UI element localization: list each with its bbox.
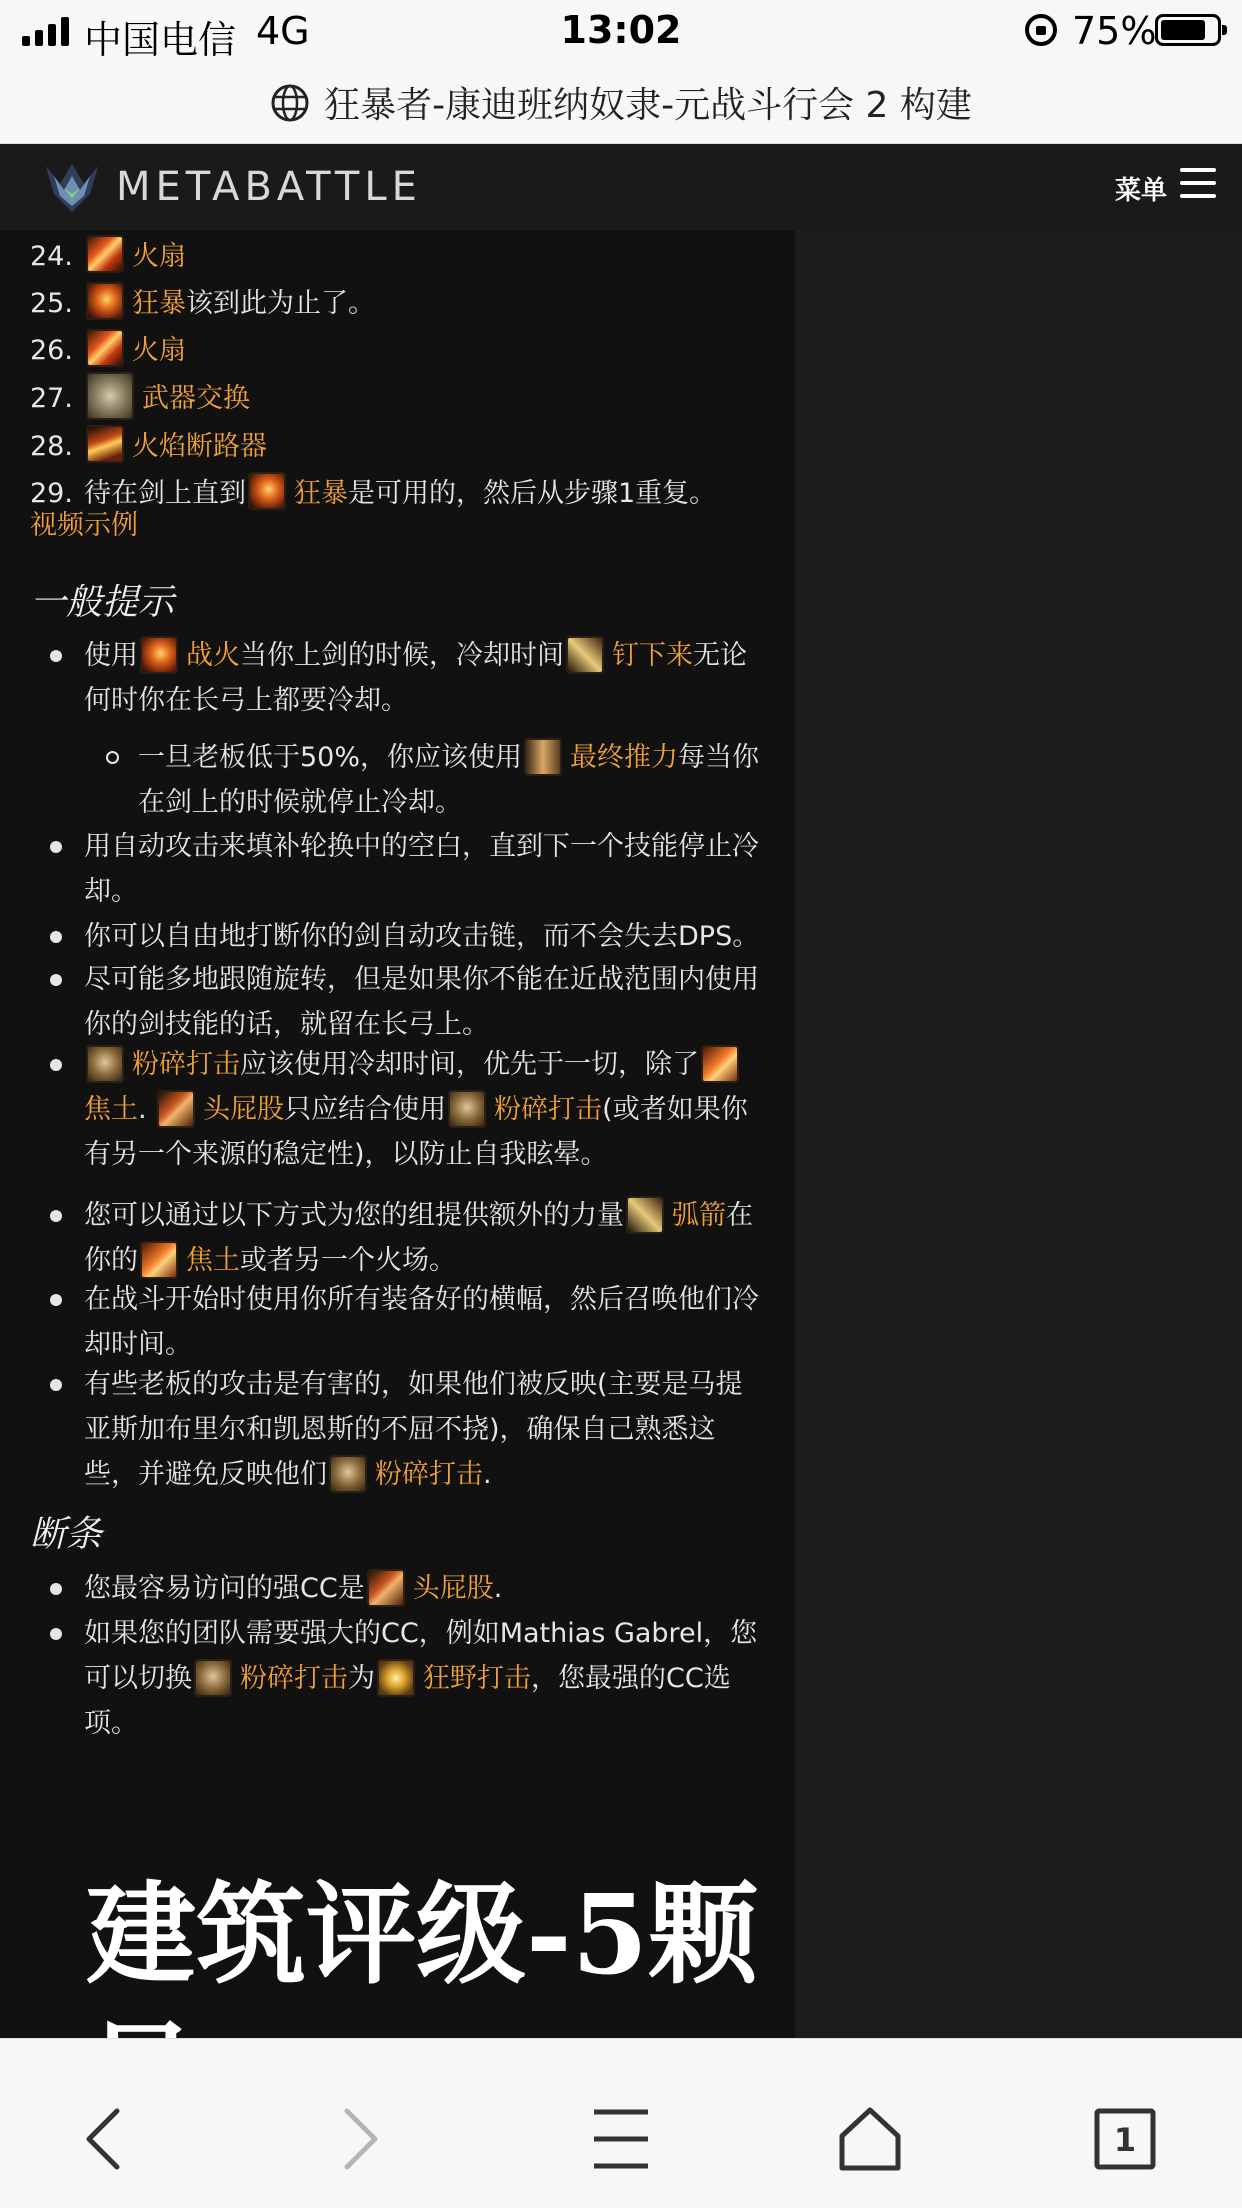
- side-panel: [795, 230, 1242, 2038]
- tip-item: 如果您的团队需要强大的CC，例如Mathias Gabrel，您可以切换 粉碎打击为 狂野打击，您最强的CC选项。: [84, 1611, 764, 1746]
- tab-count: 1: [1113, 2121, 1137, 2159]
- site-logo-text[interactable]: METABATTLE: [116, 164, 422, 210]
- rotation-step: [30, 233, 186, 279]
- build-rating-heading: 建筑评级-5颗: [86, 1870, 759, 1999]
- skill-link[interactable]: 武器交换: [142, 382, 250, 414]
- tip-item: 您可以通过以下方式为您的组提供额外的力量 弧箭在你的 焦土或者另一个火场。: [84, 1193, 764, 1283]
- back-button[interactable]: [58, 2099, 148, 2179]
- battery-percent: 75%: [1072, 9, 1157, 53]
- skill-link[interactable]: 头屁股: [203, 1094, 285, 1125]
- step-number: 24.: [30, 240, 73, 272]
- tabs-icon: [1094, 2108, 1156, 2170]
- pin-down-icon[interactable]: [566, 636, 604, 674]
- home-icon: [837, 2106, 903, 2172]
- pulverize-icon[interactable]: [86, 1045, 124, 1083]
- skill-link[interactable]: 火扇: [132, 334, 186, 366]
- tip-item: 有些老板的攻击是有害的，如果他们被反映(主要是马提亚斯加布里尔和凯恩斯的不屈不挠)，确保自己熟悉这些，并避免反映他们 粉碎打击.: [84, 1362, 764, 1497]
- clock: 13:02: [560, 8, 682, 52]
- globe-icon: [270, 83, 310, 123]
- scorched-earth-icon[interactable]: [701, 1045, 739, 1083]
- skill-link[interactable]: 最终推力: [570, 742, 679, 773]
- general-tips-heading: 一般提示: [30, 582, 175, 623]
- fire-fan-icon[interactable]: [86, 329, 124, 367]
- back-arrow-icon: [83, 2107, 123, 2171]
- step-number: 28.: [30, 430, 73, 462]
- headbutt-icon[interactable]: [157, 1090, 195, 1128]
- rotation-step: [30, 327, 186, 373]
- forward-button[interactable]: [316, 2099, 406, 2179]
- page-title: 狂暴者-康迪班纳奴隶-元战斗行会 2 构建: [324, 85, 972, 126]
- headbutt-icon[interactable]: [367, 1569, 405, 1607]
- tip-item: 用自动攻击来填补轮换中的空白，直到下一个技能停止冷却。: [84, 824, 764, 914]
- skill-link[interactable]: 焦土: [84, 1094, 138, 1125]
- skill-link[interactable]: 狂暴: [132, 287, 186, 319]
- network-type: 4G: [256, 9, 310, 53]
- tip-item: 粉碎打击应该使用冷却时间，优先于一切，除了焦土. 头屁股只应结合使用 粉碎打击(或者如果你有另一个来源的稳定性)，以防止自我眩晕。: [84, 1042, 764, 1177]
- menu-button[interactable]: [576, 2099, 666, 2179]
- forward-arrow-icon: [341, 2107, 381, 2171]
- step-number: 29.: [30, 477, 73, 509]
- orientation-lock-icon: [1025, 14, 1057, 46]
- skill-link[interactable]: 狂暴: [294, 477, 348, 509]
- pulverize-icon[interactable]: [194, 1659, 232, 1697]
- weapon-swap-icon[interactable]: [86, 372, 134, 420]
- step-text: 该到此为止了。: [186, 287, 375, 319]
- skill-link[interactable]: 焦土: [186, 1245, 240, 1276]
- address-bar[interactable]: [0, 62, 1242, 144]
- final-thrust-icon[interactable]: [524, 738, 562, 776]
- site-header: [0, 144, 1242, 230]
- menu-label[interactable]: 菜单: [1115, 176, 1168, 206]
- home-button[interactable]: [825, 2099, 915, 2179]
- berserk-icon[interactable]: [248, 472, 286, 510]
- battle-fire-icon[interactable]: [140, 636, 178, 674]
- rotation-step: [30, 280, 375, 326]
- skill-link[interactable]: 粉碎打击: [132, 1049, 240, 1080]
- breakbar-heading: 断条: [30, 1514, 103, 1555]
- skill-link[interactable]: 粉碎打击: [494, 1094, 603, 1125]
- pulverize-icon[interactable]: [448, 1090, 486, 1128]
- status-bar: [0, 0, 1242, 62]
- skill-link[interactable]: 粉碎打击: [375, 1459, 483, 1490]
- skill-link[interactable]: 粉碎打击: [240, 1663, 348, 1694]
- battery-icon: [1155, 14, 1221, 46]
- step-number: 25.: [30, 287, 73, 319]
- video-example-link[interactable]: 视频示例: [30, 510, 138, 541]
- tip-item: 尽可能多地跟随旋转，但是如果你不能在近战范围内使用你的剑技能的话，就留在长弓上。: [84, 957, 764, 1047]
- step-text: 是可用的，然后从步骤1重复。: [348, 477, 717, 509]
- pulverize-icon[interactable]: [329, 1455, 367, 1493]
- skill-link[interactable]: 钉下来: [612, 640, 693, 671]
- berserk-icon[interactable]: [86, 282, 124, 320]
- skill-link[interactable]: 狂野打击: [423, 1663, 531, 1694]
- rotation-step: [30, 423, 267, 469]
- step-text: 待在剑上直到: [84, 477, 246, 509]
- scorched-earth-icon[interactable]: [140, 1241, 178, 1279]
- wild-blow-icon[interactable]: [377, 1659, 415, 1697]
- skill-link[interactable]: 头屁股: [412, 1573, 494, 1604]
- tip-item: 您最容易访问的强CC是 头屁股.: [84, 1566, 764, 1611]
- flame-breaker-icon[interactable]: [86, 425, 124, 463]
- step-number: 27.: [30, 382, 73, 414]
- tip-item: 在战斗开始时使用你所有装备好的横幅，然后召唤他们冷却时间。: [84, 1277, 764, 1367]
- skill-link[interactable]: 战火: [186, 640, 240, 671]
- carrier-name: 中国电信: [84, 18, 237, 62]
- rotation-step: [30, 375, 250, 421]
- tip-item: 你可以自由地打断你的剑自动攻击链，而不会失去DPS。: [84, 914, 764, 959]
- skill-link[interactable]: 弧箭: [672, 1200, 726, 1231]
- tip-item: 使用 战火当你上剑的时候，冷却时间 钉下来无论何时你在长弓上都要冷却。: [84, 633, 764, 723]
- menu-lines-icon: [591, 2108, 651, 2170]
- fire-fan-icon[interactable]: [86, 235, 124, 273]
- step-number: 26.: [30, 334, 73, 366]
- sub-tip-item: 一旦老板低于50%，你应该使用 最终推力每当你在剑上的时候就停止冷却。: [138, 735, 764, 825]
- arcing-arrow-icon[interactable]: [626, 1196, 664, 1234]
- skill-link[interactable]: 火焰断路器: [132, 430, 267, 462]
- skill-link[interactable]: 火扇: [132, 240, 186, 272]
- tabs-button[interactable]: [1080, 2099, 1170, 2179]
- hamburger-menu-icon[interactable]: [1180, 168, 1216, 200]
- article-content: [0, 230, 795, 2038]
- metabattle-logo-icon[interactable]: [40, 154, 104, 218]
- browser-toolbar: [0, 2038, 1242, 2208]
